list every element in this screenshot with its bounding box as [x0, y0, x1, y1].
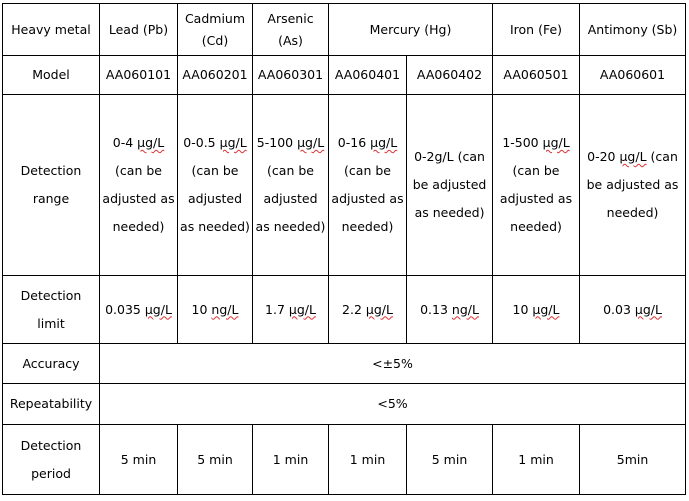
detection-range-cell: 0-2g/L (can be adjusted as needed) — [407, 95, 493, 276]
detection-limit-cell: 0.03 μg/L — [580, 276, 686, 344]
accuracy-label: Accuracy — [3, 344, 100, 384]
model-value: AA060402 — [407, 56, 493, 95]
repeatability-row — [3, 384, 686, 425]
detection-period-cell: 5 min — [178, 425, 253, 495]
detection-limit-row — [3, 276, 686, 344]
header-cadmium: Cadmium (Cd) — [178, 4, 253, 56]
detection-range-cell: 0-16 μg/L (can be adjusted as needed) — [329, 95, 407, 276]
model-row — [3, 56, 686, 95]
detection-period-cell: 5 min — [100, 425, 178, 495]
header-heavy-metal: Heavy metal — [3, 4, 100, 56]
repeatability-value: <5% — [100, 384, 686, 425]
detection-limit-cell: 1.7 μg/L — [253, 276, 329, 344]
model-value: AA060401 — [329, 56, 407, 95]
detection-period-cell: 5 min — [407, 425, 493, 495]
detection-range-cell: 0-4 μg/L (can be adjusted as needed) — [100, 95, 178, 276]
detection-limit-cell: 2.2 μg/L — [329, 276, 407, 344]
model-value: AA060301 — [253, 56, 329, 95]
repeatability-label: Repeatability — [3, 384, 100, 425]
detection-limit-cell: 0.035 μg/L — [100, 276, 178, 344]
accuracy-row — [3, 344, 686, 384]
accuracy-value: <±5% — [100, 344, 686, 384]
detection-period-cell: 1 min — [253, 425, 329, 495]
detection-range-cell: 0-0.5 μg/L (can be adjusted as needed) — [178, 95, 253, 276]
detection-period-cell: 1 min — [329, 425, 407, 495]
detection-range-cell: 1-500 μg/L (can be adjusted as needed) — [493, 95, 580, 276]
header-row — [3, 4, 686, 56]
model-value: AA060601 — [580, 56, 686, 95]
detection-period-label: Detection period — [3, 425, 100, 495]
detection-range-label: Detection range — [3, 95, 100, 276]
detection-period-cell: 1 min — [493, 425, 580, 495]
model-value: AA060501 — [493, 56, 580, 95]
detection-limit-label: Detection limit — [3, 276, 100, 344]
header-arsenic: Arsenic (As) — [253, 4, 329, 56]
header-iron: Iron (Fe) — [493, 4, 580, 56]
detection-period-cell: 5min — [580, 425, 686, 495]
model-value: AA060201 — [178, 56, 253, 95]
header-lead: Lead (Pb) — [100, 4, 178, 56]
header-antimony: Antimony (Sb) — [580, 4, 686, 56]
detection-limit-cell: 0.13 ng/L — [407, 276, 493, 344]
model-label: Model — [3, 56, 100, 95]
detection-limit-cell: 10 ng/L — [178, 276, 253, 344]
heavy-metal-spec-table — [2, 3, 686, 495]
detection-range-cell: 0-20 μg/L (can be adjusted as needed) — [580, 95, 686, 276]
detection-period-row — [3, 425, 686, 495]
header-mercury: Mercury (Hg) — [329, 4, 493, 56]
detection-range-row — [3, 95, 686, 276]
detection-limit-cell: 10 μg/L — [493, 276, 580, 344]
model-value: AA060101 — [100, 56, 178, 95]
detection-range-cell: 5-100 μg/L (can be adjusted as needed) — [253, 95, 329, 276]
